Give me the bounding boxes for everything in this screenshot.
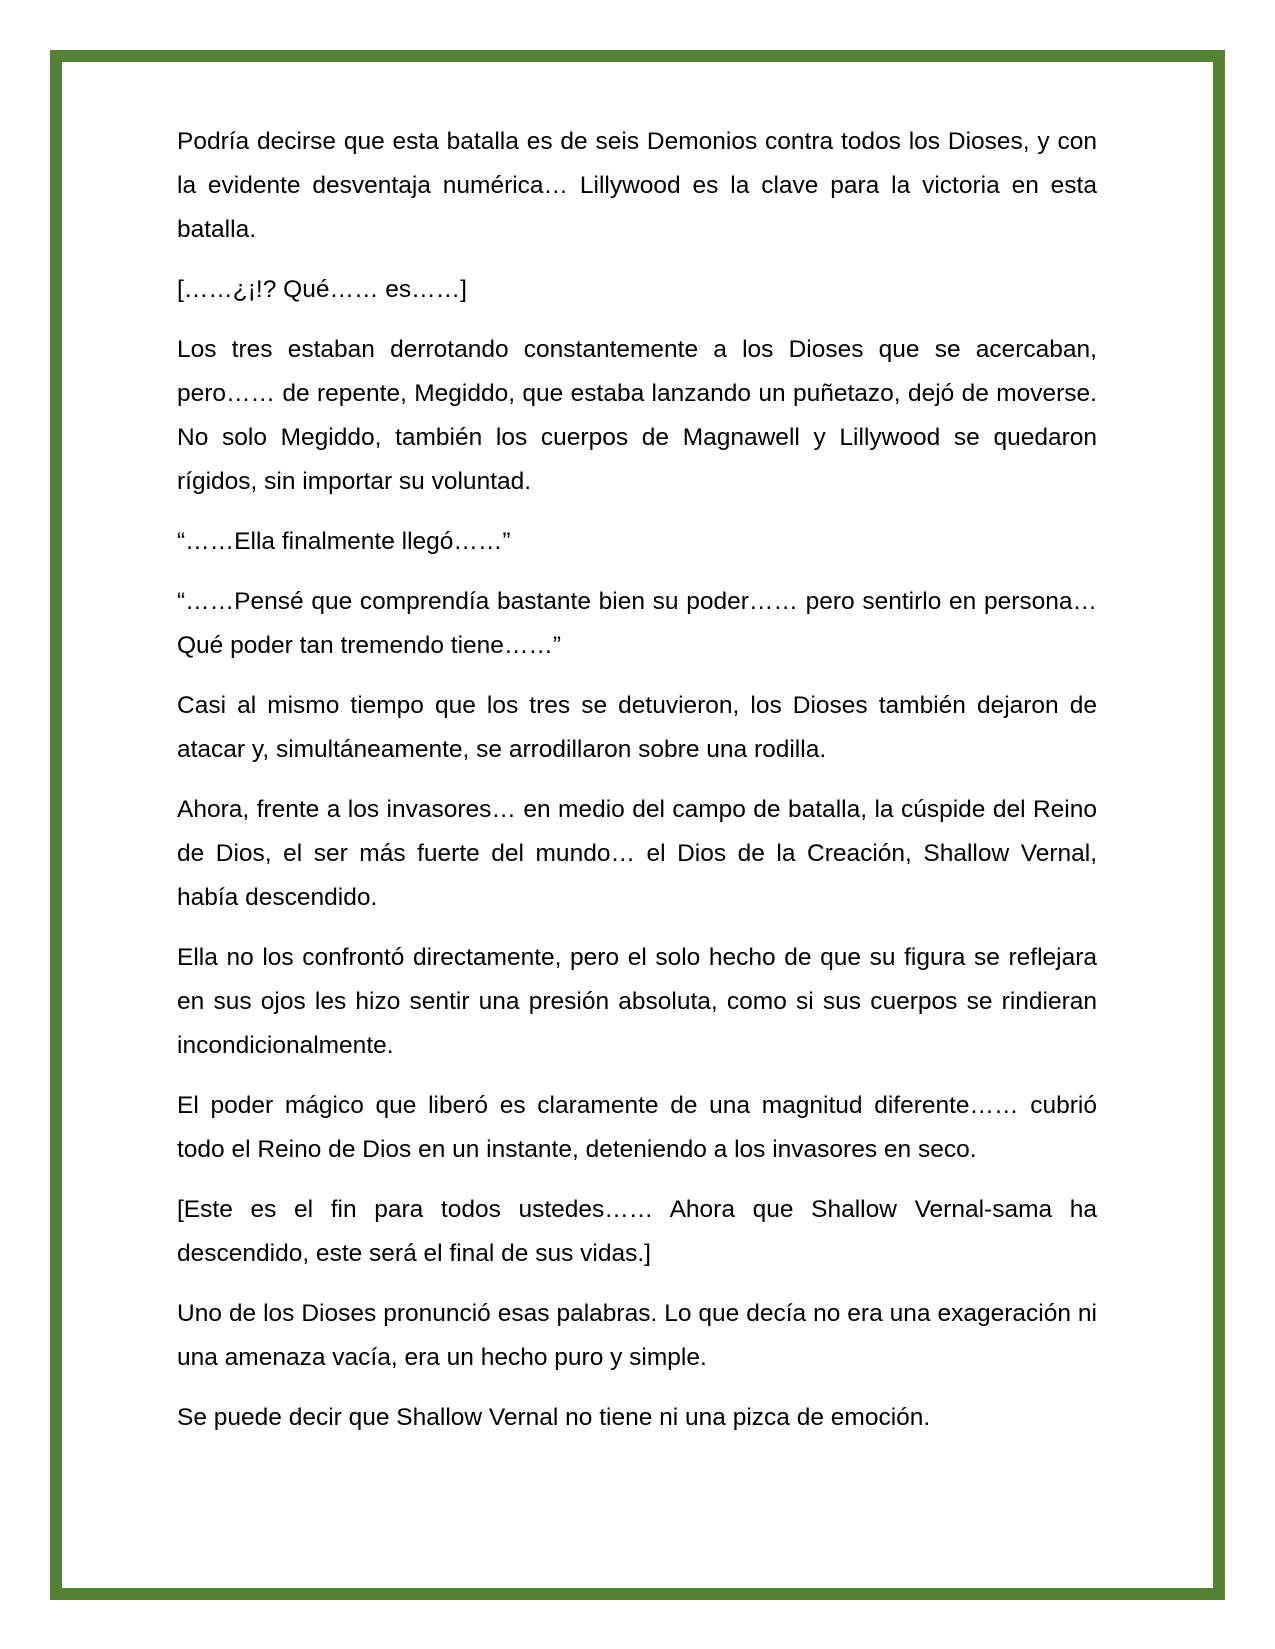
- paragraph: Podría decirse que esta batalla es de seis Demonios contra todos los Dioses, y con la evidente desventaja numérica… Lillywood es la clave para la victoria en esta batalla.: [177, 128, 1097, 243]
- paragraph: Casi al mismo tiempo que los tres se detuvieron, los Dioses también dejaron de atacar y, simultáneamente, se arrodillaron sobre una rodilla.: [177, 692, 1097, 763]
- paragraph: Uno de los Dioses pronunció esas palabras. Lo que decía no era una exageración ni una amenaza vacía, era un hecho puro y simple.: [177, 1300, 1097, 1371]
- paragraph: “……Ella finalmente llegó……”: [177, 528, 511, 555]
- paragraph: Los tres estaban derrotando constantemente a los Dioses que se acercaban, pero…… de repente, Megiddo, que estaba lanzando un puñetazo, dejó de moverse. No solo Megiddo, también los cuerpos de Magnawell y Lillywood se quedaron rígidos, sin importar su voluntad.: [177, 336, 1097, 495]
- paragraph: [……¿¡!? Qué…… es……]: [177, 276, 467, 303]
- paragraph: Se puede decir que Shallow Vernal no tiene ni una pizca de emoción.: [177, 1404, 931, 1431]
- document-body: [177, 120, 1097, 1456]
- paragraph: El poder mágico que liberó es claramente de una magnitud diferente…… cubrió todo el Reino de Dios en un instante, deteniendo a los invasores en seco.: [177, 1092, 1097, 1163]
- paragraph: Ella no los confrontó directamente, pero el solo hecho de que su figura se reflejara en sus ojos les hizo sentir una presión absoluta, como si sus cuerpos se rindieran incondicionalmente.: [177, 944, 1097, 1059]
- paragraph: “……Pensé que comprendía bastante bien su poder…… pero sentirlo en persona… Qué poder tan tremendo tiene……”: [177, 588, 1097, 659]
- paragraph: Ahora, frente a los invasores… en medio del campo de batalla, la cúspide del Reino de Dios, el ser más fuerte del mundo… el Dios de la Creación, Shallow Vernal, había descendido.: [177, 796, 1097, 911]
- paragraph: [Este es el fin para todos ustedes…… Ahora que Shallow Vernal-sama ha descendido, este será el final de sus vidas.]: [177, 1196, 1097, 1267]
